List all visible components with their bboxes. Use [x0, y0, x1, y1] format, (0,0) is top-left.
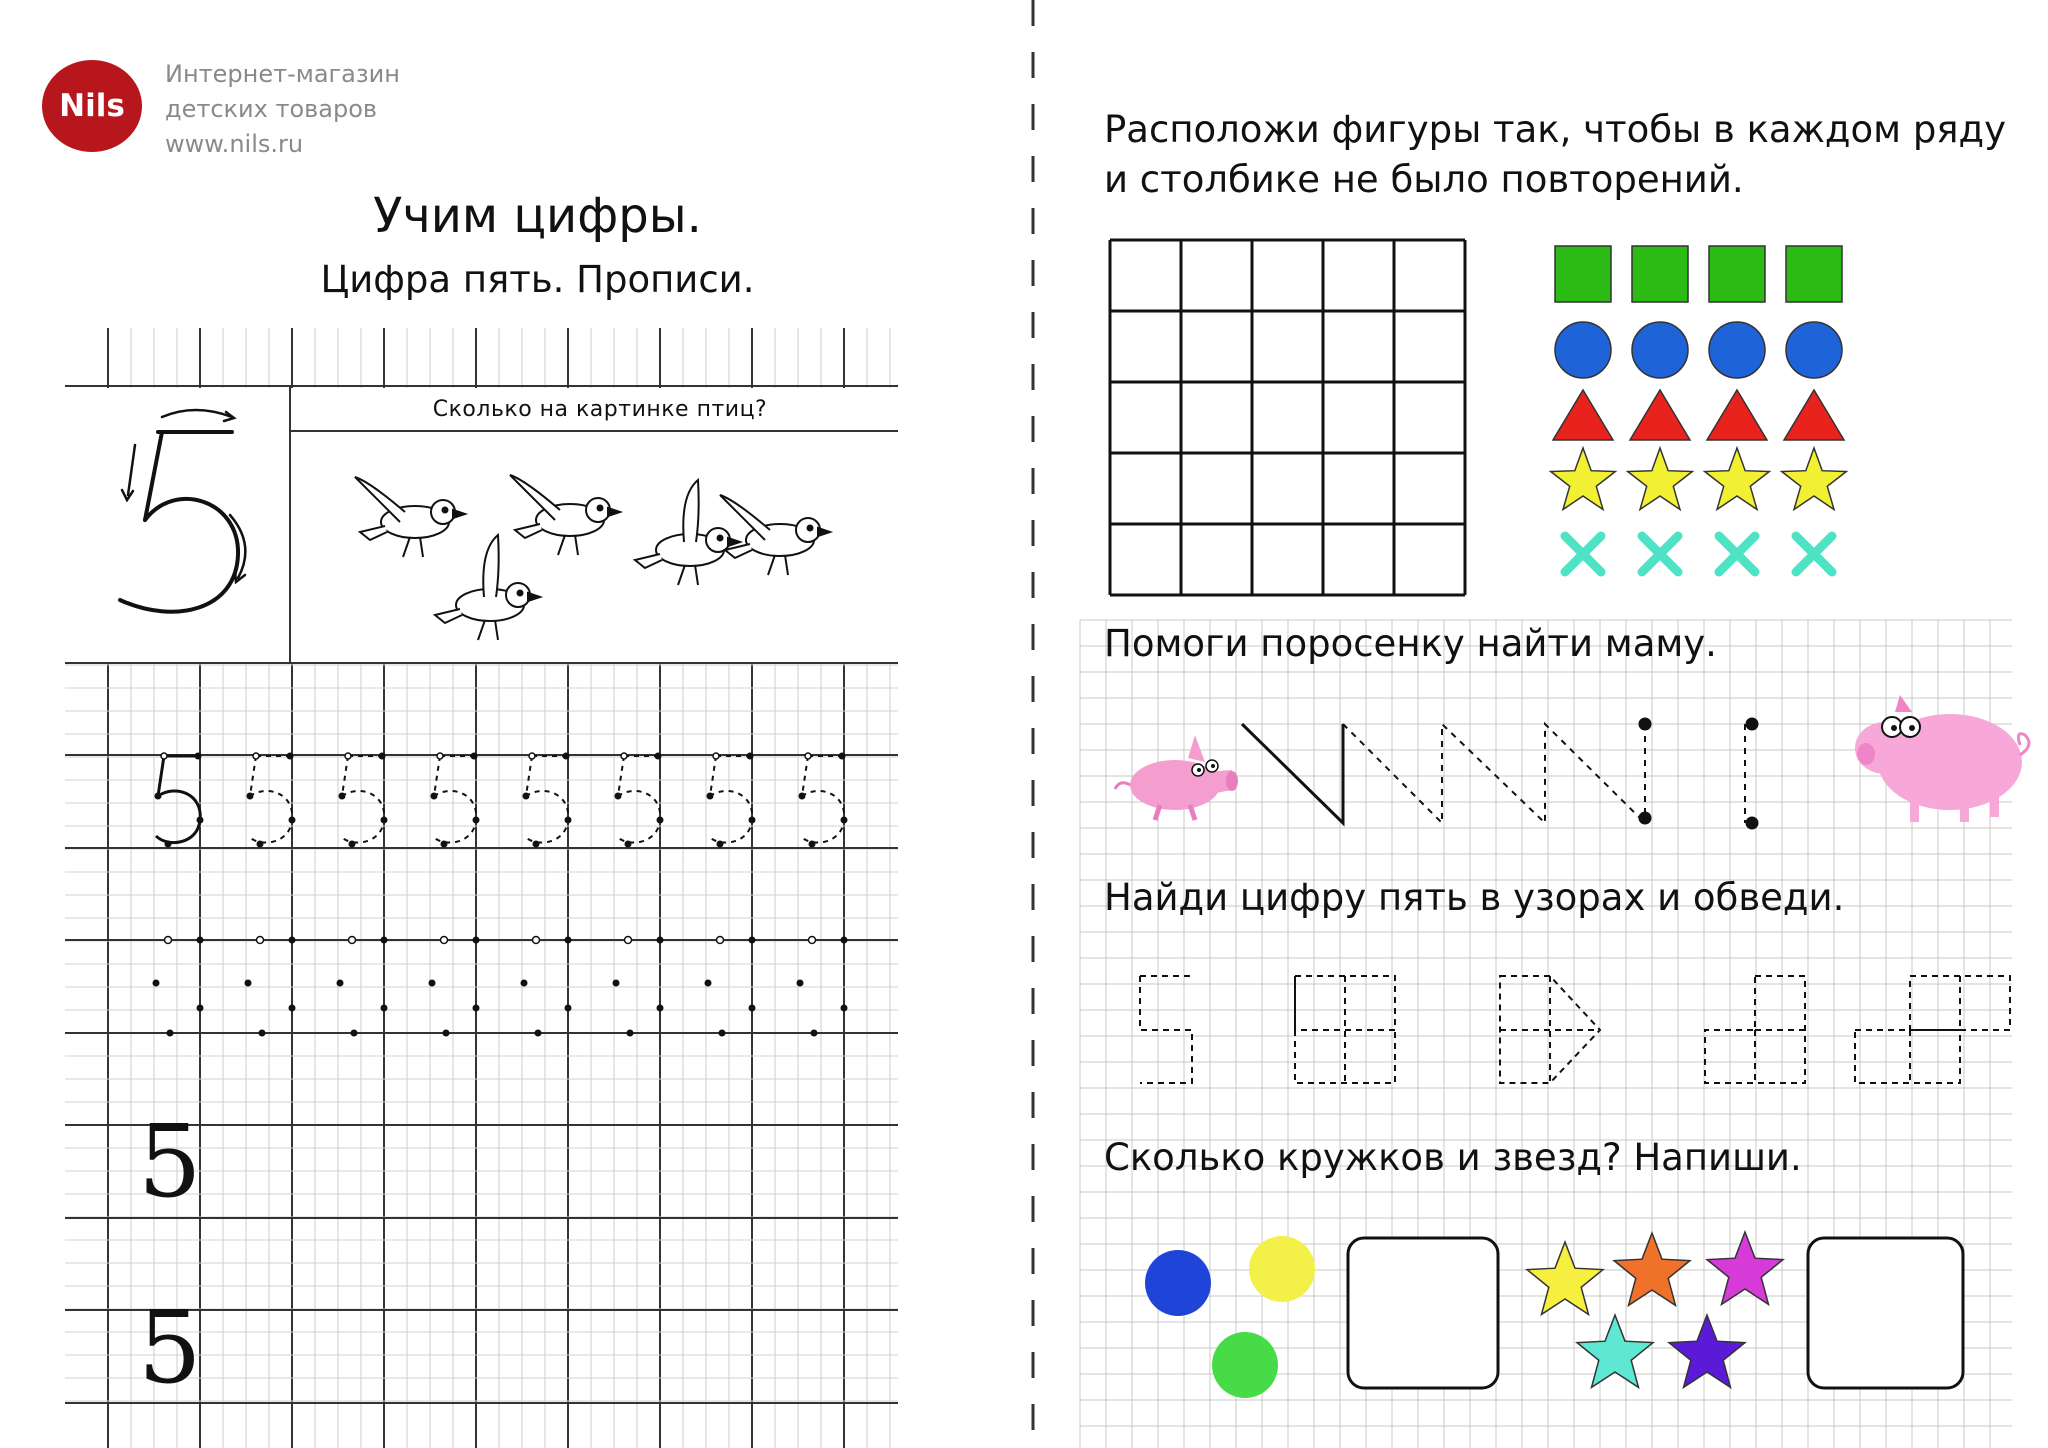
guide-dot	[811, 1030, 818, 1037]
bird	[355, 477, 465, 557]
dashed-pattern-2	[1295, 976, 1395, 1083]
guide-dot	[627, 1030, 634, 1037]
dashed-five	[248, 756, 292, 843]
guide-dot	[195, 753, 202, 760]
piglet-image	[1115, 735, 1238, 820]
red-triangle	[1784, 390, 1844, 440]
start-dot	[349, 937, 356, 944]
shop-name: Интернет-магазин	[165, 60, 400, 88]
start-dot	[437, 753, 443, 759]
guide-dot	[197, 937, 204, 944]
guide-dot	[521, 980, 528, 987]
teal-cross	[1796, 536, 1832, 572]
guide-dot	[613, 980, 620, 987]
dashed-five	[616, 756, 660, 843]
dashed-pattern-3	[1500, 976, 1600, 1083]
dashed-five	[432, 756, 476, 843]
guide-dot	[841, 937, 848, 944]
green-square	[1709, 246, 1765, 302]
start-dot	[713, 753, 719, 759]
guide-dot	[153, 980, 160, 987]
page-subtitle: Цифра пять. Прописи.	[320, 258, 755, 301]
nils-logo[interactable]: Nils	[42, 60, 142, 152]
guide-dot	[749, 817, 756, 824]
guide-dot	[657, 1005, 664, 1012]
guide-dot	[749, 937, 756, 944]
task-count: Сколько кружков и звезд? Напиши.	[1104, 1136, 1802, 1179]
guide-dot	[443, 1030, 450, 1037]
start-dot	[165, 937, 172, 944]
answer-box-circles[interactable]	[1348, 1238, 1498, 1388]
green-circle	[1212, 1332, 1278, 1398]
start-dot	[257, 937, 264, 944]
guide-dot	[565, 1005, 572, 1012]
task-shapes-line1: Расположи фигуры так, чтобы в каждом ряду	[1104, 108, 2007, 151]
dashed-pattern-5	[1855, 976, 2010, 1083]
start-dot	[161, 753, 167, 759]
guide-dot	[705, 980, 712, 987]
dashed-five	[524, 756, 568, 843]
guide-dot	[441, 841, 448, 848]
dashed-patterns[interactable]	[1140, 976, 2010, 1083]
start-dot	[253, 753, 259, 759]
purple-star	[1707, 1232, 1783, 1304]
guide-dot	[655, 753, 662, 760]
bird	[510, 475, 620, 555]
guide-dot	[197, 817, 204, 824]
blue-circle	[1709, 322, 1765, 378]
guide-dot	[429, 980, 436, 987]
teal-star	[1577, 1315, 1653, 1387]
mother-pig-image	[1855, 695, 2029, 822]
guide-dot	[563, 753, 570, 760]
birds-question: Сколько на картинке птиц?	[432, 397, 768, 422]
sample-five-2: 5	[138, 1289, 202, 1406]
red-triangle	[1553, 390, 1613, 440]
sample-five-1: 5	[138, 1103, 202, 1220]
count-stars	[1527, 1232, 1783, 1387]
guide-dot	[245, 980, 252, 987]
guide-dot	[657, 937, 664, 944]
guide-dot	[615, 793, 622, 800]
start-dot	[533, 937, 540, 944]
guide-dot	[473, 937, 480, 944]
guide-dot	[431, 793, 438, 800]
bird	[720, 495, 830, 575]
teal-cross	[1642, 536, 1678, 572]
shop-url[interactable]: www.nils.ru	[165, 130, 304, 158]
copybook-grid	[65, 328, 898, 1448]
guide-dot	[257, 841, 264, 848]
pig-path[interactable]	[1242, 718, 1758, 829]
guide-dot	[473, 817, 480, 824]
teal-cross	[1719, 536, 1755, 572]
guide-dot	[471, 753, 478, 760]
guide-dot	[289, 937, 296, 944]
guide-dot	[747, 753, 754, 760]
yellow-star	[1705, 448, 1770, 510]
guide-dot	[797, 980, 804, 987]
green-square	[1786, 246, 1842, 302]
start-dot	[717, 937, 724, 944]
guide-dot	[197, 1005, 204, 1012]
task-find-five: Найди цифру пять в узорах и обведи.	[1104, 876, 1845, 919]
violet-star	[1669, 1315, 1745, 1387]
red-triangle	[1630, 390, 1690, 440]
guide-dot	[749, 1005, 756, 1012]
blue-circle	[1145, 1250, 1211, 1316]
dashed-five	[340, 756, 384, 843]
guide-dot	[533, 841, 540, 848]
bird	[435, 535, 540, 640]
dashed-five	[800, 756, 844, 843]
start-dot	[529, 753, 535, 759]
guide-dot	[349, 841, 356, 848]
guide-dot	[167, 1030, 174, 1037]
page-title: Учим цифры.	[373, 188, 702, 244]
birds-picture	[355, 475, 830, 640]
red-triangle	[1707, 390, 1767, 440]
guide-dot	[657, 817, 664, 824]
guide-dot	[717, 841, 724, 848]
start-dot	[809, 937, 816, 944]
yellow-star	[1782, 448, 1847, 510]
start-dot	[625, 937, 632, 944]
task-pig: Помоги поросенку найти маму.	[1104, 622, 1717, 665]
tracing-fives-row	[155, 753, 848, 848]
guide-dot	[381, 937, 388, 944]
guide-dot	[625, 841, 632, 848]
start-dot	[805, 753, 811, 759]
guide-dot	[155, 793, 162, 800]
guide-dot	[473, 1005, 480, 1012]
guide-dot	[707, 793, 714, 800]
guide-dot	[535, 1030, 542, 1037]
yellow-circle	[1249, 1236, 1315, 1302]
blue-circle	[1555, 322, 1611, 378]
guide-dot	[287, 753, 294, 760]
teal-cross	[1565, 536, 1601, 572]
start-dot	[345, 753, 351, 759]
guide-dot	[247, 793, 254, 800]
solid-five	[156, 756, 200, 843]
dashed-five	[708, 756, 752, 843]
shape-palette	[1551, 246, 1847, 572]
guide-dot	[809, 841, 816, 848]
yellow-star	[1628, 448, 1693, 510]
guide-dot	[841, 817, 848, 824]
green-square	[1632, 246, 1688, 302]
guide-dot	[379, 753, 386, 760]
blue-circle	[1786, 322, 1842, 378]
start-dot	[621, 753, 627, 759]
blue-circle	[1632, 322, 1688, 378]
yellow-star	[1551, 448, 1616, 510]
guide-dot	[351, 1030, 358, 1037]
guide-dot	[719, 1030, 726, 1037]
guide-dot	[565, 817, 572, 824]
digit-five-guide	[120, 410, 245, 612]
guide-dot	[523, 793, 530, 800]
guide-dot	[289, 1005, 296, 1012]
task-shapes-line2: и столбике не было повторений.	[1104, 158, 1744, 201]
guide-dot	[381, 817, 388, 824]
guide-dot	[381, 1005, 388, 1012]
guide-dot	[259, 1030, 266, 1037]
guide-dot	[289, 817, 296, 824]
shop-subtitle: детских товаров	[165, 95, 378, 123]
guide-dot	[841, 1005, 848, 1012]
answer-box-stars[interactable]	[1808, 1238, 1963, 1388]
guide-dot	[337, 980, 344, 987]
guide-dot	[799, 793, 806, 800]
guide-dot	[565, 937, 572, 944]
guide-dot	[339, 793, 346, 800]
yellow-star	[1527, 1242, 1603, 1314]
shape-sudoku-grid[interactable]	[1110, 240, 1465, 595]
dashed-pattern-4	[1705, 976, 1805, 1083]
guide-dot	[165, 841, 172, 848]
guide-dot	[839, 753, 846, 760]
start-dot	[441, 937, 448, 944]
green-square	[1555, 246, 1611, 302]
